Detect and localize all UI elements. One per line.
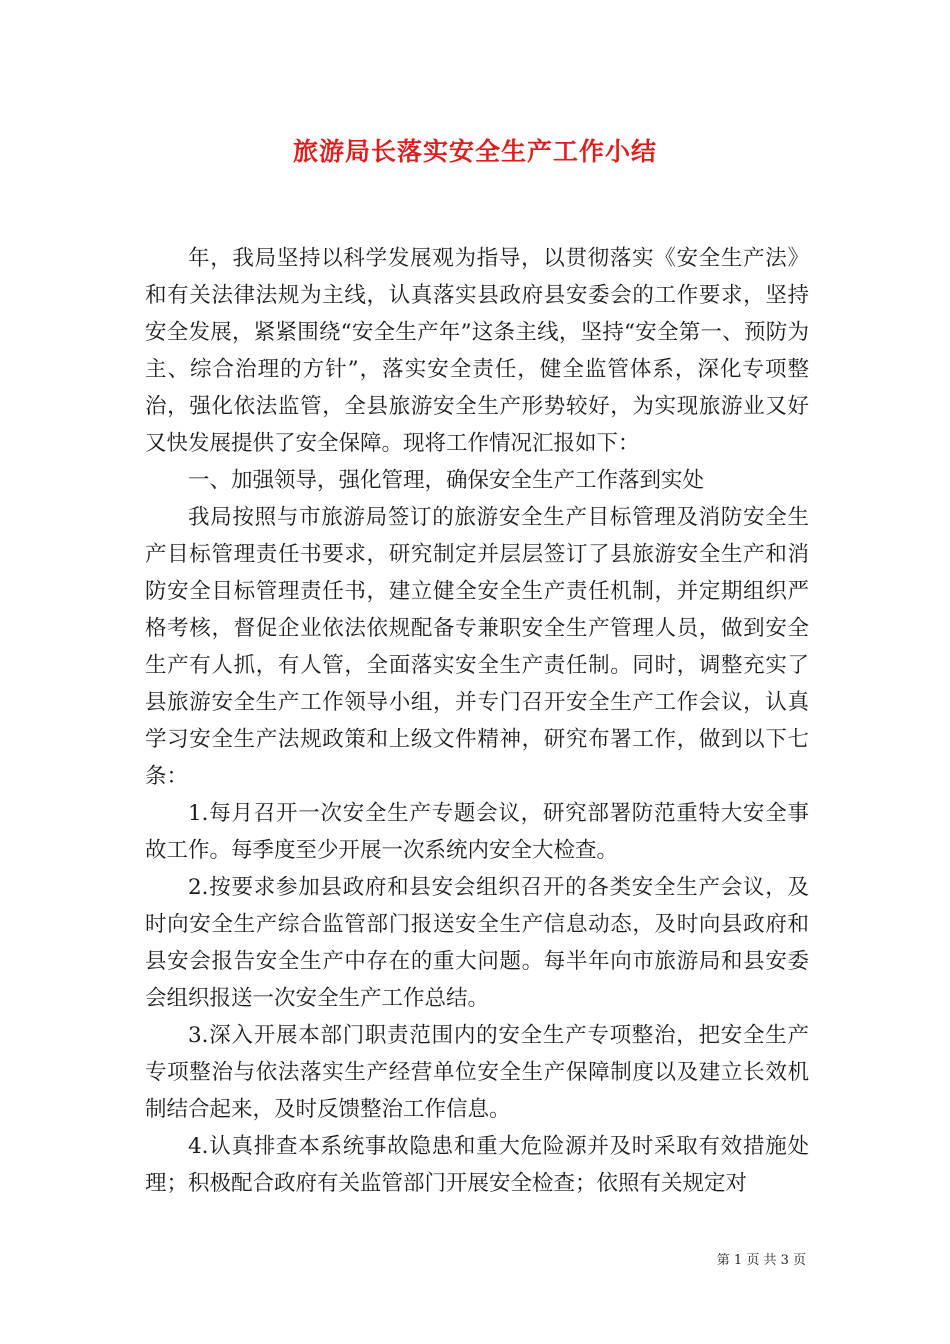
list-item-4: 4.认真排查本系统事故隐患和重大危险源并及时采取有效措施处理；积极配合政府有关监管部门开展安全检查；依照有关规定对	[145, 1134, 809, 1196]
document-title: 旅游局长落实安全生产工作小结	[292, 137, 657, 166]
list-item-3: 3.深入开展本部门职责范围内的安全生产专项整治，把安全生产专项整治与依法落实生产经营单位安全生产保障制度以及建立长效机制结合起来，及时反馈整治工作信息。	[145, 1023, 809, 1122]
paragraph-intro: 年，我局坚持以科学发展观为指导，以贯彻落实《安全生产法》和有关法律法规为主线，认真落实县政府县安委会的工作要求，坚持安全发展，紧紧围绕“安全生产年”这条主线，坚持“安全第一、预防为主、综合治理的方针”，落实安全责任，健全监管体系，深化专项整治，强化依法监管，全县旅游安全生产形势较好，为实现旅游业又好又快发展提供了安全保障。现将工作情况汇报如下：	[145, 246, 809, 456]
list-item-1: 1.每月召开一次安全生产专题会议，研究部署防范重特大安全事故工作。每季度至少开展一次系统内安全大检查。	[145, 801, 809, 863]
paragraph-responsibility: 我局按照与市旅游局签订的旅游安全生产目标管理及消防安全生产目标管理责任书要求，研究制定并层层签订了县旅游安全生产和消防安全目标管理责任书，建立健全安全生产责任机制，并定期组织严格考核，督促企业依法依规配备专兼职安全生产管理人员，做到安全生产有人抓，有人管，全面落实安全生产责任制。同时，调整充实了县旅游安全生产工作领导小组，并专门召开安全生产工作会议，认真学习安全生产法规政策和上级文件精神，研究布署工作，做到以下七条：	[145, 505, 809, 789]
section-heading-1: 一、加强领导，强化管理，确保安全生产工作落到实处	[188, 468, 705, 493]
list-item-2: 2.按要求参加县政府和县安会组织召开的各类安全生产会议，及时向安全生产综合监管部门报送安全生产信息动态，及时向县政府和县安会报告安全生产中存在的重大问题。每半年向市旅游局和县安委会组织报送一次安全生产工作总结。	[145, 875, 809, 1011]
document-body	[145, 240, 809, 1202]
page-number: 第 1 页 共 3 页	[716, 1253, 806, 1268]
